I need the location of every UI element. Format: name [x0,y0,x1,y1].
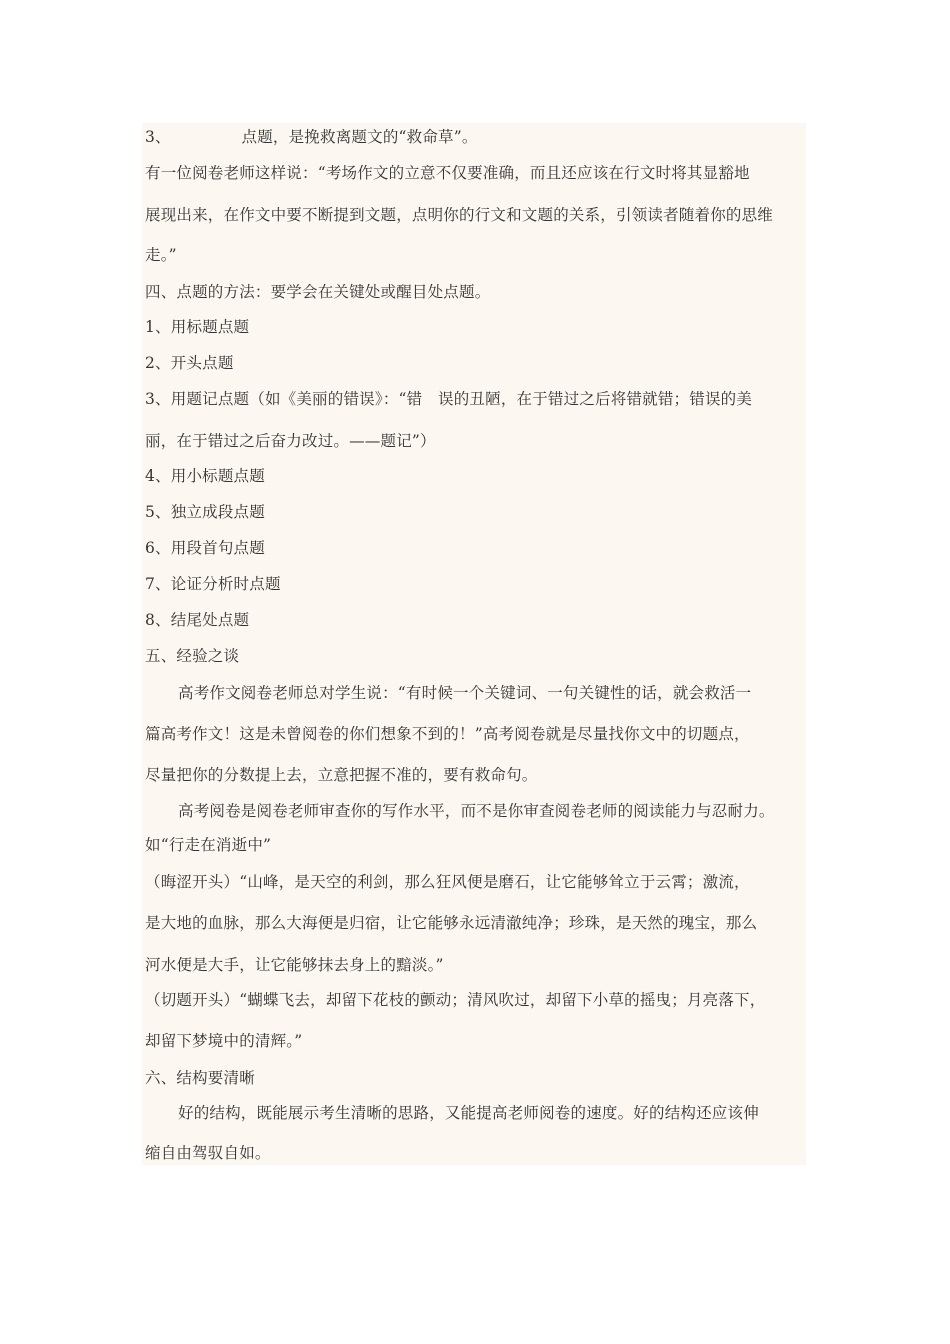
text-line: 高考作文阅卷老师总对学生说：“有时候一个关键词、一句关键性的话，就会救活一 [178,684,752,702]
text-line: 尽量把你的分数提上去，立意把握不准的，要有救命句。 [145,766,538,784]
text-line: （晦涩开头）“山峰，是天空的利剑，那么狂风便是磨石，让它能够耸立于云霄；激流， [145,873,750,891]
list-item: 1、用标题点题 [145,318,250,336]
text-line: 有一位阅卷老师这样说：“考场作文的立意不仅要准确，而且还应该在行文时将其显豁地 [145,164,750,182]
text-line: 河水便是大手，让它能够抹去身上的黯淡。” [145,956,444,974]
text-line: 是大地的血脉，那么大海便是归宿，让它能够永远清澈纯净；珍珠，是天然的瑰宝，那么 [145,914,758,932]
text-line: 走。” [145,246,177,264]
list-item: 3、用题记点题（如《美丽的错误》：“错 误的丑陋，在于错过之后将错就错；错误的美 [145,390,753,408]
text-line: 如“行走在消逝中” [145,836,272,854]
text-line: 却留下梦境中的清辉。” [145,1032,303,1050]
list-item: 8、结尾处点题 [145,611,250,629]
text-line: （切题开头）“蝴蝶飞去，却留下花枝的颤动；清风吹过，却留下小草的摇曳；月亮落下， [145,991,766,1009]
text-line: 篇高考作文！这是未曾阅卷的你们想象不到的！”高考阅卷就是尽量找你文中的切题点， [145,725,750,743]
list-item: 丽，在于错过之后奋力改过。——题记”） [145,432,436,450]
list-item: 4、用小标题点题 [145,467,265,485]
list-item: 6、用段首句点题 [145,539,265,557]
text-line: 缩自由驾驭自如。 [145,1144,271,1162]
list-item: 2、开头点题 [145,354,234,372]
text-line: 高考阅卷是阅卷老师审查你的写作水平，而不是你审查阅卷老师的阅读能力与忍耐力。 [178,802,775,820]
section-heading: 六、结构要清晰 [145,1069,255,1087]
section-heading: 四、点题的方法：要学会在关键处或醒目处点题。 [145,283,491,301]
text-line: 好的结构，既能展示考生清晰的思路，又能提高老师阅卷的速度。好的结构还应该伸 [178,1104,759,1122]
text-line: 展现出来，在作文中要不断提到文题，点明你的行文和文题的关系，引领读者随着你的思维 [145,206,774,224]
text-line: 3、 点题，是挽救离题文的“救命草”。 [145,128,478,146]
section-heading: 五、经验之谈 [145,647,240,665]
list-item: 7、论证分析时点题 [145,575,281,593]
list-item: 5、独立成段点题 [145,503,265,521]
